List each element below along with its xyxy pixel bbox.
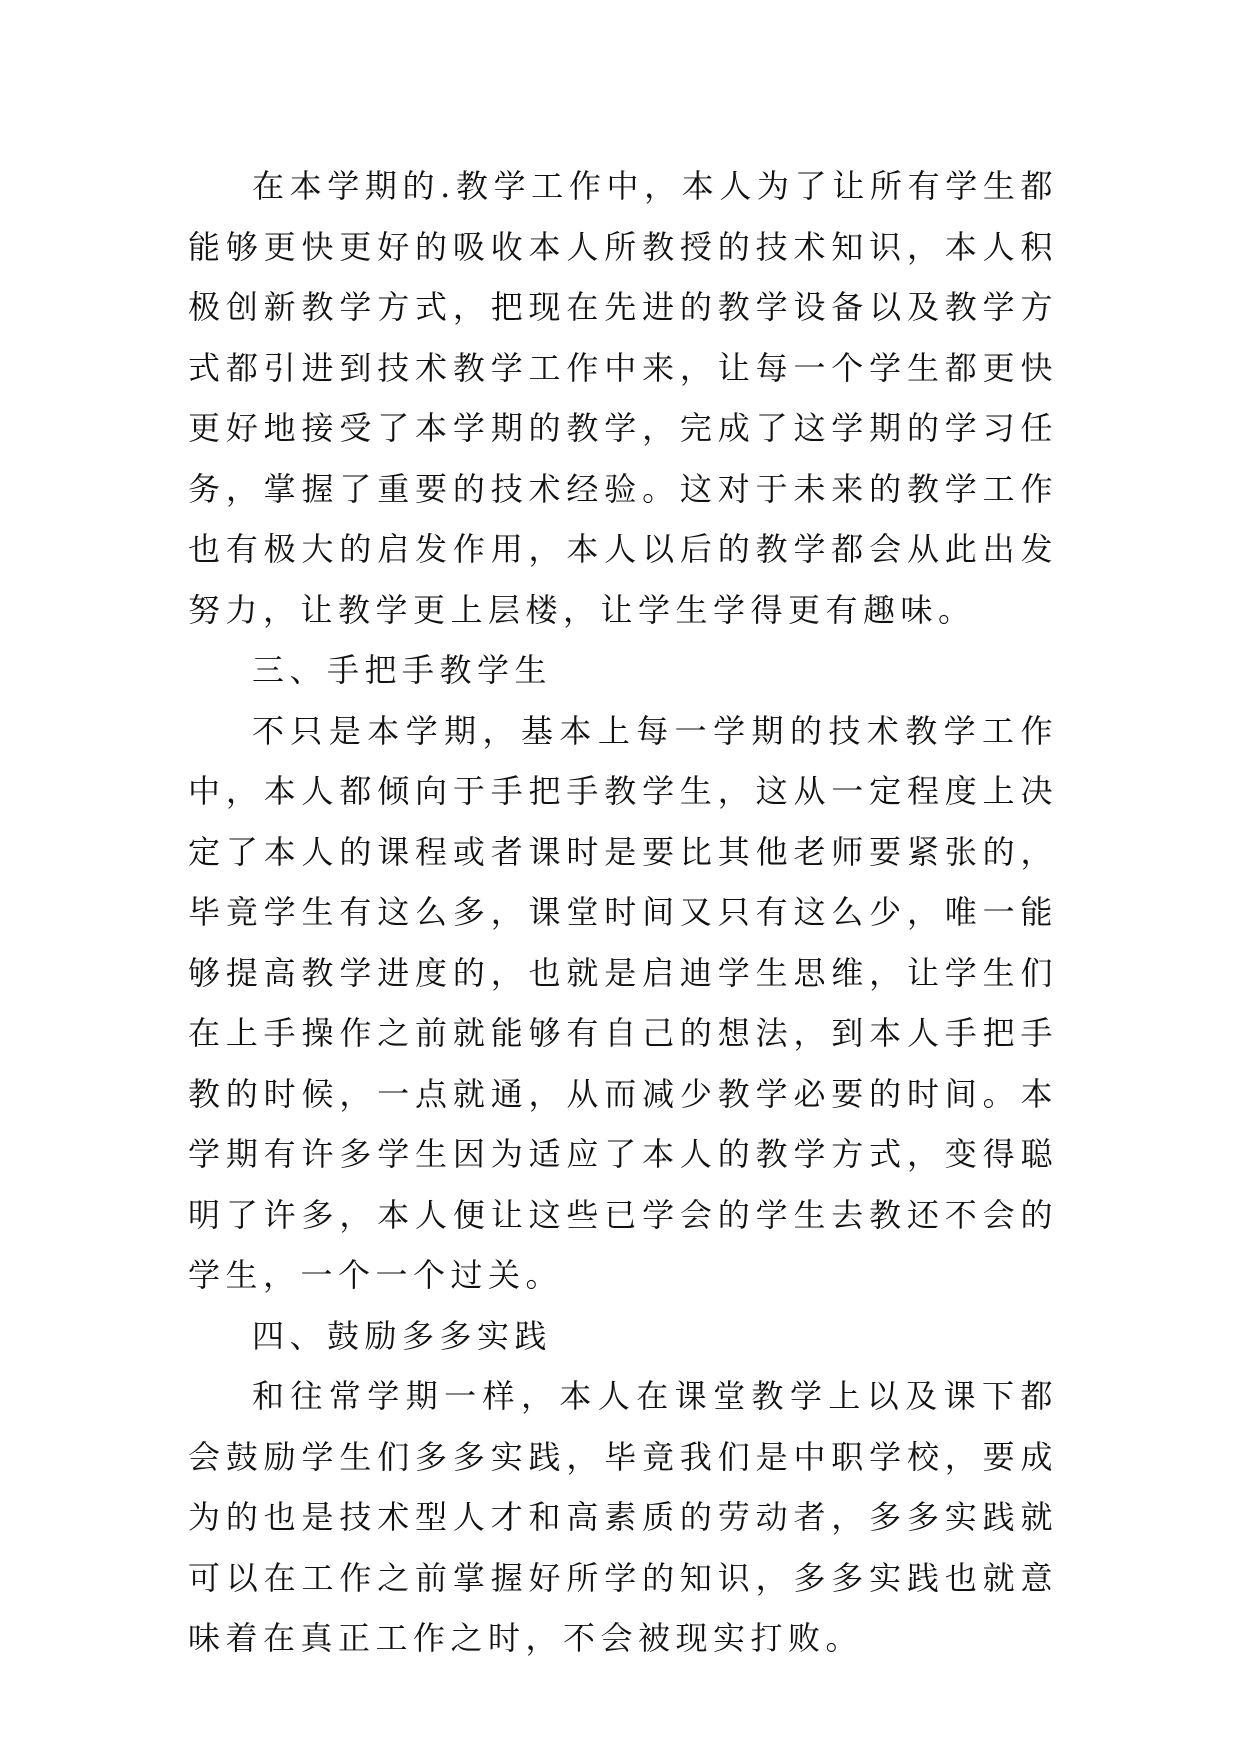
section-heading-3: 三、手把手教学生 bbox=[252, 651, 553, 689]
paragraph-encourage-practice: 和往常学期一样，本人在课堂教学上以及课下都会鼓励学生们多多实践，毕竟我们是中职学校，要成为的也是技术型人才和高素质的劳动者，多多实践就可以在工作之前掌握好所学的知识，多多实践也就意味着在真正工作之时，不会被现实打败。 bbox=[188, 1377, 1058, 1657]
paragraph-hands-on-teaching: 不只是本学期，基本上每一学期的技术教学工作中，本人都倾向于手把手教学生，这从一定程度上决定了本人的课程或者课时是要比其他老师要紧张的，毕竟学生有这么多，课堂时间又只有这么少，唯一能够提高教学进度的，也就是启迪学生思维，让学生们在上手操作之前就能够有自己的想法，到本人手把手教的时候，一点就通，从而减少教学必要的时间。本学期有许多学生因为适应了本人的教学方式，变得聪明了许多，本人便让这些已学会的学生去教还不会的学生，一个一个过关。 bbox=[188, 711, 1058, 1294]
paragraph-teaching-innovation: 在本学期的.教学工作中，本人为了让所有学生都能够更快更好的吸收本人所教授的技术知识，本人积极创新教学方式，把现在先进的教学设备以及教学方式都引进到技术教学工作中来，让每一个学生都更快更好地接受了本学期的教学，完成了这学期的学习任务，掌握了重要的技术经验。这对于未来的教学工作也有极大的启发作用，本人以后的教学都会从此出发努力，让教学更上层楼，让学生学得更有趣味。 bbox=[188, 167, 1058, 629]
section-heading-4: 四、鼓励多多实践 bbox=[252, 1316, 553, 1355]
document-body bbox=[188, 156, 1058, 1669]
